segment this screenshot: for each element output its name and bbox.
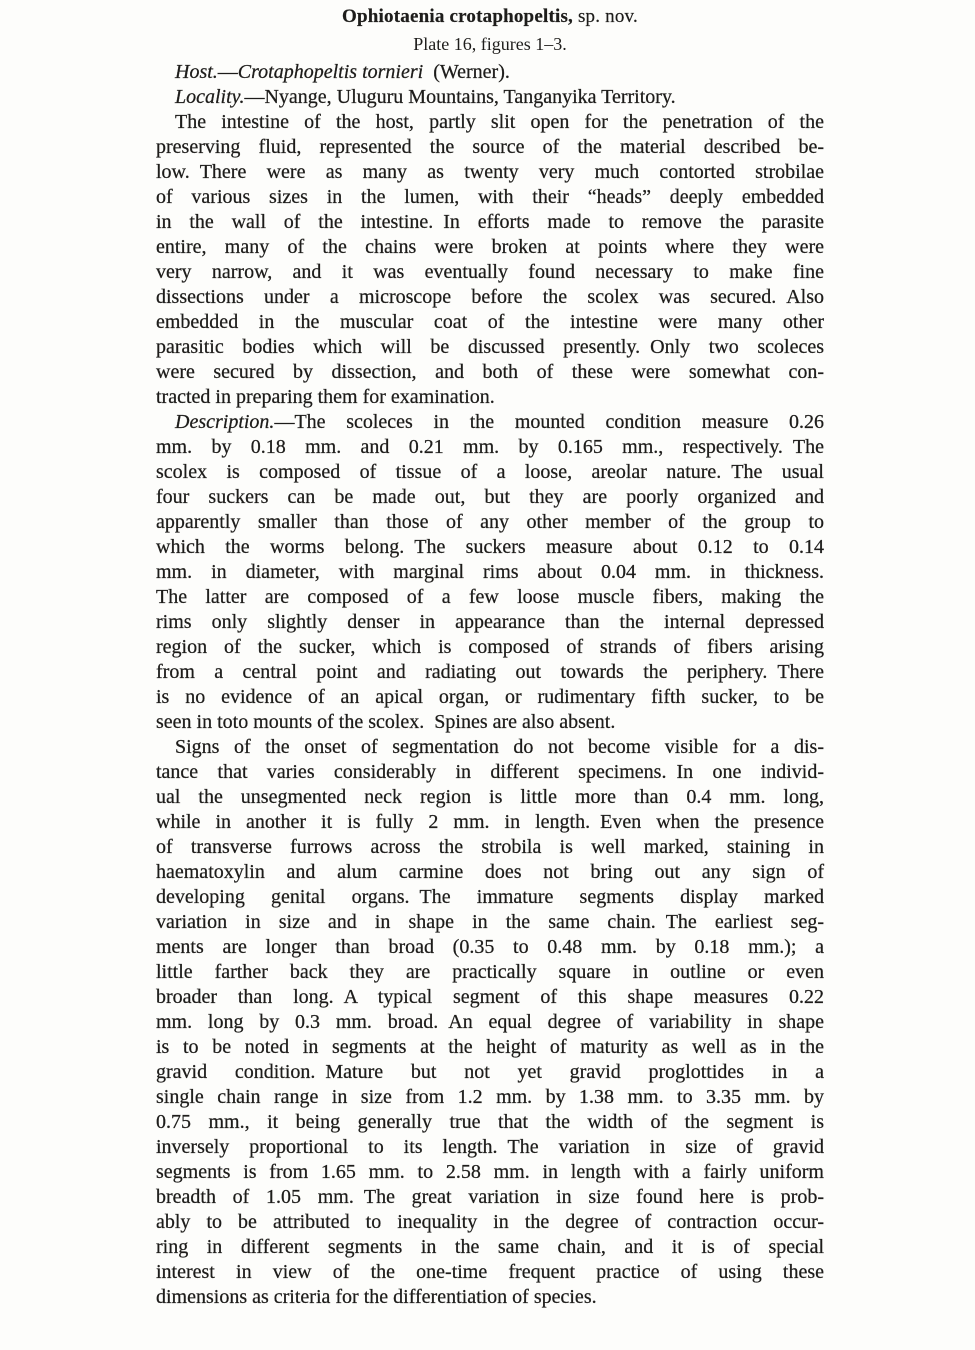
text-line: ments are longer than broad (0.35 to 0.48 mm. by 0.18 mm.); a: [156, 936, 824, 958]
text-line: is to be noted in segments at the height of maturity as well as in the: [156, 1036, 824, 1058]
text-line: mm. in diameter, with marginal rims about 0.04 mm. in thickness.: [156, 561, 824, 583]
species-name: Ophiotaenia crotaphopeltis,: [342, 6, 573, 27]
text-line: The latter are composed of a few loose muscle fibers, making the: [156, 586, 824, 608]
text-line: region of the sucker, which is composed of strands of fibers arising: [156, 636, 824, 658]
text-line: haematoxylin and alum carmine does not bring out any sign of: [156, 861, 824, 883]
text-line: dissections under a microscope before the scolex was secured. Also: [156, 286, 824, 308]
text-line: inversely proportional to its length. The variation in size of gravid: [156, 1136, 824, 1158]
text-line: in the wall of the intestine. In efforts made to remove the parasite: [156, 211, 824, 233]
text-line: segments is from 1.65 mm. to 2.58 mm. in length with a fairly uniform: [156, 1161, 824, 1183]
text-line: entire, many of the chains were broken at points where they were: [156, 236, 824, 258]
text-line: Host.—Crotaphopeltis tornieri (Werner).: [175, 61, 510, 83]
text-line: very narrow, and it was eventually found necessary to make fine: [156, 261, 824, 283]
text-line: mm. long by 0.3 mm. broad. An equal degree of variability in shape: [156, 1011, 824, 1033]
text-line: preserving fluid, represented the source of the material described be-: [156, 136, 824, 158]
text-line: which the worms belong. The suckers measure about 0.12 to 0.14: [156, 536, 824, 558]
text-line: apparently smaller than those of any other member of the group to: [156, 511, 824, 533]
text-column: [156, 0, 824, 1310]
text-line: dimensions as criteria for the differentiation of species.: [156, 1286, 597, 1308]
species-suffix: sp. nov.: [573, 6, 638, 27]
text-line: mm. by 0.18 mm. and 0.21 mm. by 0.165 mm., respectively. The: [156, 436, 824, 458]
text-line: of various sizes in the lumen, with their “heads” deeply embedded: [156, 186, 824, 208]
text-line: from a central point and radiating out towards the periphery. There: [156, 661, 824, 683]
text-line: gravid condition. Mature but not yet gravid proglottides in a: [156, 1061, 824, 1083]
text-line: 0.75 mm., it being generally true that the width of the segment is: [156, 1111, 824, 1133]
text-line: Description.—The scoleces in the mounted condition measure 0.26: [175, 411, 824, 433]
text-line: seen in toto mounts of the scolex. Spines are also absent.: [156, 711, 616, 733]
text-line: of transverse furrows across the strobila is well marked, staining in: [156, 836, 824, 858]
text-line: ably to be attributed to inequality in the degree of contraction occur-: [156, 1211, 824, 1233]
text-line: four suckers can be made out, but they are poorly organized and: [156, 486, 824, 508]
text-line: ual the unsegmented neck region is little more than 0.4 mm. long,: [156, 786, 824, 808]
text-line: low. There were as many as twenty very much contorted strobilae: [156, 161, 824, 183]
text-line: ring in different segments in the same chain, and it is of special: [156, 1236, 824, 1258]
text-line: Signs of the onset of segmentation do not become visible for a dis-: [175, 736, 824, 758]
text-line: single chain range in size from 1.2 mm. by 1.38 mm. to 3.35 mm. by: [156, 1086, 824, 1108]
text-line: broader than long. A typical segment of this shape measures 0.22: [156, 986, 824, 1008]
text-line: is no evidence of an apical organ, or rudimentary fifth sucker, to be: [156, 686, 824, 708]
text-line: variation in size and in shape in the same chain. The earliest seg-: [156, 911, 824, 933]
plate-caption: Plate 16, figures 1–3.: [413, 34, 567, 54]
text-line: rims only slightly denser in appearance than the internal depressed: [156, 611, 824, 633]
text-line: developing genital organs. The immature segments display marked: [156, 886, 824, 908]
text-line: scolex is composed of tissue of a loose, areolar nature. The usual: [156, 461, 824, 483]
text-line: while in another it is fully 2 mm. in length. Even when the presence: [156, 811, 824, 833]
text-line: tance that varies considerably in different specimens. In one individ-: [156, 761, 824, 783]
body-text: [156, 60, 824, 1310]
text-line: tracted in preparing them for examination.: [156, 386, 495, 408]
text-line: Locality.—Nyange, Uluguru Mountains, Tanganyika Territory.: [175, 86, 676, 108]
text-line: breadth of 1.05 mm. The great variation in size found here is prob-: [156, 1186, 824, 1208]
text-line: parasitic bodies which will be discussed presently. Only two scoleces: [156, 336, 824, 358]
text-line: little farther back they are practically square in outline or even: [156, 961, 824, 983]
text-line: The intestine of the host, partly slit open for the penetration of the: [175, 111, 824, 133]
text-line: were secured by dissection, and both of these were somewhat con-: [156, 361, 824, 383]
text-line: embedded in the muscular coat of the intestine were many other: [156, 311, 824, 333]
page-title: [156, 5, 824, 29]
text-line: interest in view of the one-time frequent practice of using these: [156, 1261, 824, 1283]
